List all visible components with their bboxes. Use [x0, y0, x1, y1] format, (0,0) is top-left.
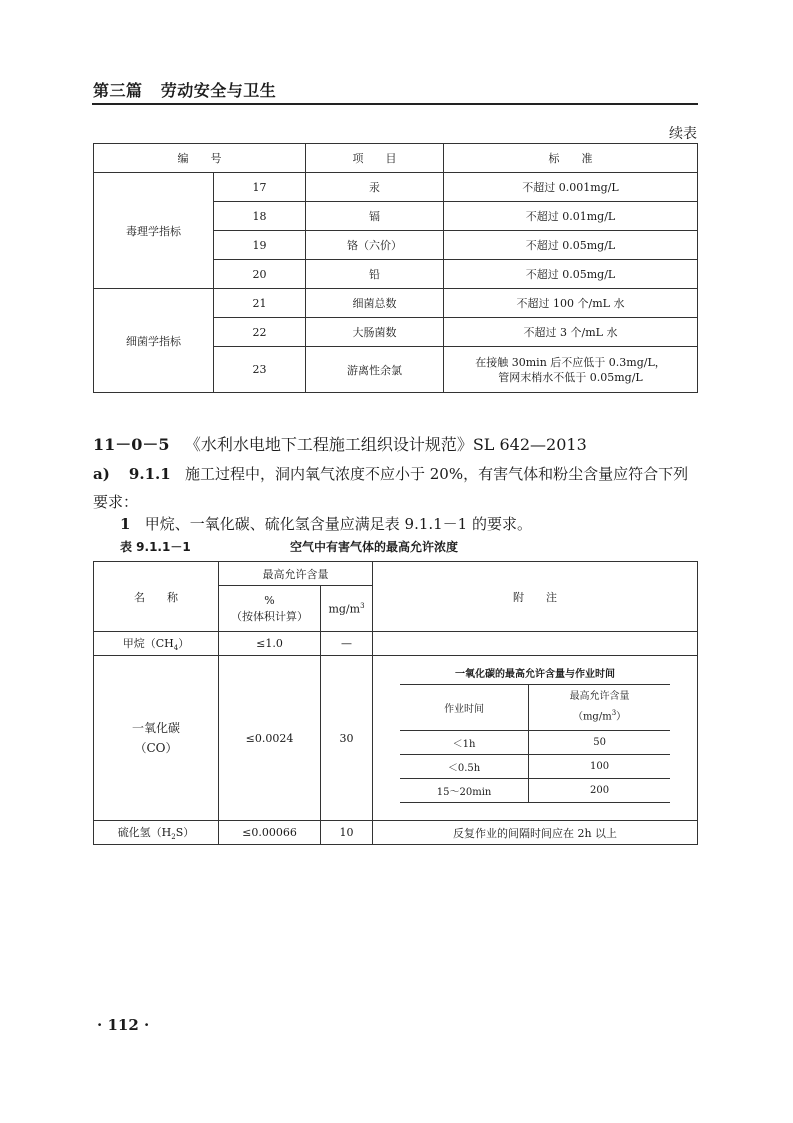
mgm3-sup: 3 — [360, 601, 365, 610]
methane-sub: 4 — [173, 644, 179, 653]
co-subtable-title: 一氧化碳的最高允许含量与作业时间 — [400, 662, 670, 684]
co-subtable-cell — [373, 656, 698, 821]
row-item: 细菌总数 — [306, 289, 444, 318]
clause-title: 《水利水电地下工程施工组织设计规范》SL 642—2013 — [184, 435, 587, 454]
row-no: 18 — [214, 202, 306, 231]
unit-text: （mg/m — [572, 711, 612, 723]
row-no: 23 — [214, 347, 306, 393]
table-row — [94, 289, 698, 318]
header-title: 劳动安全与卫生 — [160, 81, 277, 100]
row-item: 汞 — [306, 173, 444, 202]
row-standard: 不超过 0.01mg/L — [444, 202, 698, 231]
co-subtable — [400, 662, 670, 803]
header-remark: 附 注 — [373, 562, 698, 632]
row-item: 游离性余氯 — [306, 347, 444, 393]
sub-item-number: 1 — [120, 515, 131, 533]
row-item: 铬（六价） — [306, 231, 444, 260]
table-header-row — [94, 562, 698, 586]
co-formula: （CO） — [134, 741, 178, 755]
sub-item-text: 甲烷、一氧化碳、硫化氢含量应满足表 9.1.1－1 的要求。 — [144, 515, 532, 533]
table-caption-title: 空气中有害气体的最高允许浓度 — [290, 540, 459, 554]
co-time: ＜0.5h — [400, 754, 529, 778]
header-name: 名 称 — [94, 562, 219, 632]
unit-sup: 3 — [611, 708, 617, 717]
row-mgm3: — — [321, 632, 373, 656]
table-header-row — [94, 144, 698, 173]
percent-symbol: % — [264, 593, 275, 607]
mgm3-unit: mg/m — [328, 602, 361, 616]
co-value: 200 — [529, 778, 670, 802]
h2s-sub: 2 — [171, 833, 176, 842]
row-no: 21 — [214, 289, 306, 318]
standard-line-1: 在接触 30min 后不应低于 0.3mg/L， — [475, 355, 666, 369]
water-quality-table — [93, 143, 698, 393]
row-standard: 不超过 0.05mg/L — [444, 231, 698, 260]
table-caption-number: 表 9.1.1－1 — [120, 540, 191, 554]
table-row — [94, 632, 698, 656]
header-percent — [219, 586, 321, 632]
co-col2-unit — [529, 705, 670, 725]
row-standard: 不超过 100 个/mL 水 — [444, 289, 698, 318]
row-no: 22 — [214, 318, 306, 347]
co-subtable-row — [400, 778, 670, 802]
row-mgm3: 10 — [321, 821, 373, 845]
h2s-end: S） — [175, 825, 195, 839]
co-subtable-col1: 作业时间 — [400, 684, 529, 730]
co-subtable-row — [400, 730, 670, 754]
clause-item — [93, 460, 703, 516]
table-row — [94, 656, 698, 821]
item-number: 9.1.1 — [128, 465, 171, 483]
header-mgm3 — [321, 586, 373, 632]
row-name — [94, 656, 219, 821]
header-item: 项 目 — [306, 144, 444, 173]
percent-note: （按体积计算） — [231, 609, 308, 623]
row-item: 镉 — [306, 202, 444, 231]
row-standard: 不超过 0.001mg/L — [444, 173, 698, 202]
co-value: 100 — [529, 754, 670, 778]
clause-number: 11－0－5 — [93, 435, 170, 454]
row-no: 17 — [214, 173, 306, 202]
item-text: 施工过程中，洞内氧气浓度不应小于 20%，有害气体和粉尘含量应符合下列要求： — [93, 465, 689, 511]
standard-line-2: 管网末梢水不低于 0.05mg/L — [498, 370, 643, 384]
row-name — [94, 821, 219, 845]
co-name: 一氧化碳 — [131, 721, 180, 735]
header-section: 第三篇 — [93, 81, 143, 100]
header-standard: 标 准 — [444, 144, 698, 173]
row-percent: ≤1.0 — [219, 632, 321, 656]
co-col2-label: 最高允许含量 — [569, 690, 630, 702]
group-bacteriology: 细菌学指标 — [94, 289, 214, 393]
methane-name: 甲烷（CH — [122, 636, 174, 650]
group-toxicology: 毒理学指标 — [94, 173, 214, 289]
row-standard: 不超过 0.05mg/L — [444, 260, 698, 289]
header-rule — [92, 103, 698, 105]
row-percent: ≤0.0024 — [219, 656, 321, 821]
row-item: 铅 — [306, 260, 444, 289]
row-mgm3: 30 — [321, 656, 373, 821]
row-standard — [444, 347, 698, 393]
co-time: ＜1h — [400, 730, 529, 754]
co-subtable-row — [400, 754, 670, 778]
sub-item — [120, 513, 532, 534]
methane-end: ） — [178, 636, 190, 650]
row-remark: 反复作业的间隔时间应在 2h 以上 — [373, 821, 698, 845]
page-number: · 112 · — [97, 1016, 150, 1034]
clause-heading — [93, 432, 587, 455]
table-row — [94, 173, 698, 202]
continued-label: 续表 — [669, 126, 697, 142]
row-item: 大肠菌数 — [306, 318, 444, 347]
header-number: 编 号 — [94, 144, 306, 173]
unit-end: ） — [616, 711, 627, 723]
co-time: 15～20min — [400, 778, 529, 802]
running-header — [93, 78, 276, 101]
h2s-name: 硫化氢（H — [117, 825, 172, 839]
row-no: 19 — [214, 231, 306, 260]
row-no: 20 — [214, 260, 306, 289]
row-remark — [373, 632, 698, 656]
row-name — [94, 632, 219, 656]
row-percent: ≤0.00066 — [219, 821, 321, 845]
co-subtable-col2 — [529, 684, 670, 730]
co-value: 50 — [529, 730, 670, 754]
item-label: a) — [93, 465, 110, 483]
row-standard: 不超过 3 个/mL 水 — [444, 318, 698, 347]
harmful-gas-table — [93, 561, 698, 845]
table-row — [94, 821, 698, 845]
header-max-allowed: 最高允许含量 — [219, 562, 373, 586]
